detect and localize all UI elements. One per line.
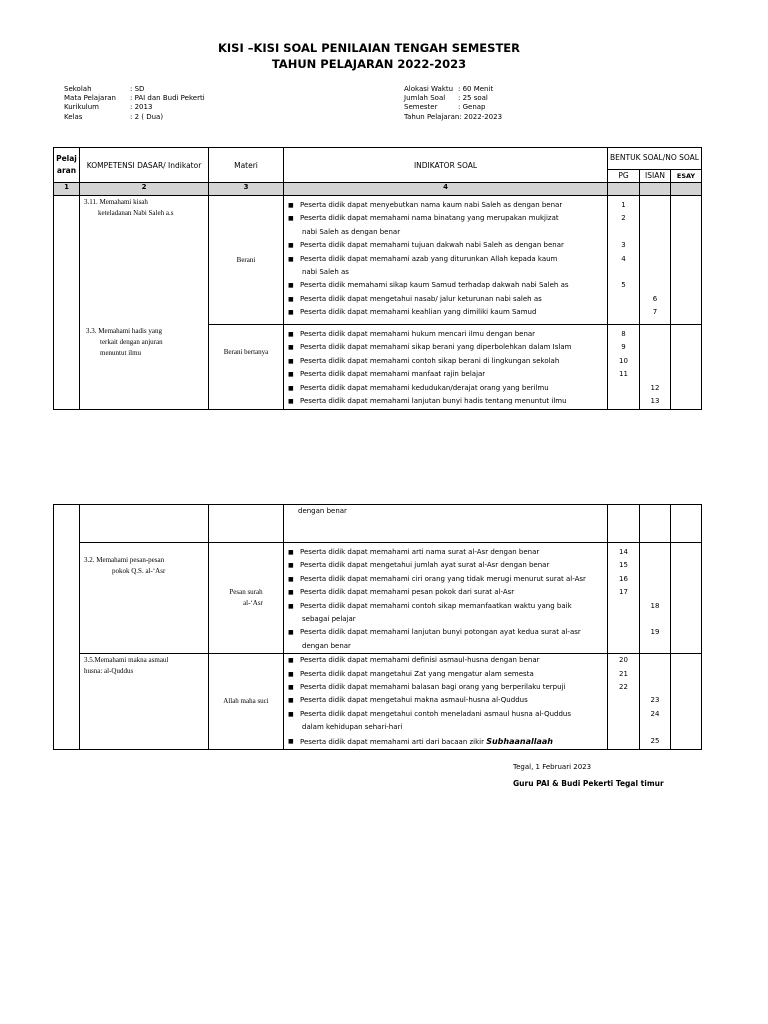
isian-number <box>640 226 670 239</box>
kompetensi-dasar-cell <box>80 196 209 325</box>
indikator-text: dengan benar <box>298 507 347 515</box>
meta-label: Kelas <box>64 112 83 121</box>
pelajaran-cell <box>54 505 80 750</box>
document-title: KISI –KISI SOAL PENILAIAN TENGAH SEMESTER <box>217 41 521 55</box>
header-pg: PG <box>608 169 640 182</box>
kompetensi-dasar-cell <box>80 654 209 750</box>
pg-cell <box>608 325 640 410</box>
isian-cell <box>640 505 671 543</box>
list-item: ■ Peserta didik memahami sikap kaum Samud terhadap dakwah nabi Saleh as <box>288 281 569 290</box>
isian-number <box>640 239 670 252</box>
esay-cell <box>671 654 702 750</box>
isian-number <box>640 586 670 599</box>
meta-label: Jumlah Soal <box>404 94 446 103</box>
header-bentuk-soal: BENTUK SOAL/NO SOAL <box>608 148 702 170</box>
esay-cell <box>671 196 702 325</box>
isian-number <box>640 199 670 212</box>
isian-cell <box>640 543 671 654</box>
indikator-text: Peserta didik memahami sikap kaum Samud terhadap dakwah nabi Saleh as <box>300 281 569 290</box>
isian-cell <box>640 654 671 750</box>
indikator-text: Peserta didik dapat memahami tujuan dakwah nabi Saleh as dengan benar <box>300 241 564 250</box>
indikator-cell <box>284 325 608 410</box>
meta-row <box>64 103 205 112</box>
indikator-cell <box>284 654 608 750</box>
indikator-cell <box>284 543 608 654</box>
meta-right <box>404 85 502 122</box>
isian-number: 19 <box>650 628 660 637</box>
kd-text: 3.11. Memahami kisah <box>84 198 148 206</box>
indikator-text: Peserta didik dapat memahami balasan bagi orang yang berperilaku terpuji <box>300 683 566 692</box>
table-row <box>54 505 702 543</box>
kisi-table-page1 <box>53 147 702 410</box>
kompetensi-dasar-cell <box>80 543 209 654</box>
pg-number: 15 <box>619 561 628 570</box>
indikator-list <box>284 543 607 653</box>
isian-number <box>640 212 670 225</box>
meta-value: : 25 soal <box>458 94 488 103</box>
header-row <box>54 148 702 170</box>
kd-text: keteladanan Nabi Saleh a.s <box>98 209 174 217</box>
list-item <box>288 226 605 239</box>
pg-number <box>608 640 639 653</box>
isian-number <box>640 546 670 559</box>
header-isian: ISIAN <box>640 169 671 182</box>
meta-label: Sekolah <box>64 85 92 93</box>
pg-number: 16 <box>619 574 628 583</box>
list-item: ■ Peserta didik dapat memahami tujuan dakwah nabi Saleh as dengan benar <box>288 241 564 250</box>
pg-number: 22 <box>619 683 628 692</box>
list-item <box>288 613 605 626</box>
pg-number <box>608 293 639 306</box>
table-row <box>54 543 702 654</box>
isian-number <box>640 328 670 341</box>
list-item: ■ Peserta didik dapat memahami contoh sikap berani di lingkungan sekolah <box>288 356 560 365</box>
list-item: ■ Peserta didik dapat mengetahui makna asmaul-husna al-Quddus <box>288 696 528 705</box>
list-item: ■ Peserta didik dapat mengetahui nasab/ jalur keturunan nabi saleh as <box>288 294 542 303</box>
list-item <box>288 721 605 734</box>
list-item: ■ Peserta didik dapat memahami manfaat rajin belajar <box>288 370 486 379</box>
meta-label: Kurikulum <box>64 103 99 112</box>
isian-cell <box>640 325 671 410</box>
list-item: ■ Peserta didik dapat mengetahui contoh meneladani asmaul husna al-Quddus <box>288 709 572 718</box>
col-number-4: 4 <box>284 183 608 196</box>
indikator-text: Peserta didik dapat memahami nama binatang yang merupakan mukjizat <box>300 214 559 223</box>
isian-number <box>640 681 670 694</box>
list-item: ■ Peserta didik dapat memahami ciri orang yang tidak merugi menurut surat al-Asr <box>288 574 586 583</box>
kd-text: menuntut ilmu <box>100 348 142 357</box>
materi-cell <box>209 505 284 543</box>
isian-number <box>640 654 670 667</box>
meta-label: Mata Pelajaran <box>64 94 116 103</box>
pg-number <box>608 626 639 639</box>
meta-row <box>64 94 205 103</box>
pg-number: 2 <box>621 214 626 223</box>
indikator-cell <box>284 505 608 543</box>
indikator-text: Peserta didik dapat memahami contoh sikap memanfaatkan waktu yang baik <box>300 601 572 610</box>
signature-date: Tegal, 1 Februari 2023 <box>513 763 592 771</box>
indikator-text: Peserta didik dapat memahami lanjutan bunyi potongan ayat kedua surat al-asr <box>300 628 581 637</box>
meta-value: : Genap <box>458 103 486 112</box>
meta-row <box>404 94 502 103</box>
indikator-text: Peserta didik dapat memahami lanjutan bunyi hadis tentang menuntut ilmu <box>300 397 567 406</box>
col-number-empty <box>671 183 702 196</box>
pg-number: 20 <box>619 656 628 665</box>
pg-number: 21 <box>619 669 628 678</box>
pg-number <box>608 613 639 626</box>
materi-cell <box>209 543 284 654</box>
indikator-text: Peserta didik dapat memahami sikap berani yang diperbolehkan dalam Islam <box>300 343 572 352</box>
list-item <box>288 640 605 653</box>
indikator-list <box>284 654 607 749</box>
meta-row <box>404 113 502 122</box>
list-item: ■ Peserta didik dapat memahami arti dari bacaan zikir Subhaanallaah <box>288 736 553 746</box>
indikator-text: sebagai pelajar <box>302 615 356 624</box>
list-item: ■ Peserta didik dapat memahami lanjutan bunyi potongan ayat kedua surat al-asr <box>288 628 581 637</box>
kd-text: pokok Q.S. al-‘Asr <box>112 567 166 575</box>
col-number-empty <box>608 183 640 196</box>
esay-cell <box>671 505 702 543</box>
isian-number: 7 <box>652 308 658 317</box>
isian-number: 13 <box>650 396 660 405</box>
isian-number: 23 <box>650 696 660 705</box>
materi-cell: Berani <box>209 196 284 325</box>
list-item: ■ Peserta didik dapat memahami azab yang diturunkan Allah kepada kaum <box>288 254 558 263</box>
isian-number: 25 <box>650 736 660 745</box>
kisi-table-page2 <box>53 504 702 750</box>
indikator-text: Peserta didik dapat mengetahui makna asmaul-husna al-Quddus <box>300 696 528 705</box>
isian-number <box>640 721 670 734</box>
table-row <box>54 196 702 325</box>
indikator-text: Peserta didik dapat memahami azab yang diturunkan Allah kepada kaum <box>300 254 558 263</box>
materi-text: al-‘Asr <box>243 599 263 608</box>
pg-number <box>608 708 639 721</box>
pg-number <box>608 600 639 613</box>
indikator-text: dalam kehidupan sehari-hari <box>302 723 403 732</box>
meta-label: Alokasi Waktu <box>404 85 454 93</box>
indikator-text: Peserta didik dapat memahami manfaat rajin belajar <box>300 370 486 379</box>
pg-number <box>608 735 639 748</box>
table-row <box>54 325 702 410</box>
pg-cell <box>608 543 640 654</box>
column-number-row <box>54 183 702 196</box>
list-item: ■ Peserta didik dapat memahami hukum mencari ilmu dengan benar <box>288 330 536 338</box>
isian-number: 24 <box>650 709 660 718</box>
pg-cell <box>608 654 640 750</box>
isian-number <box>640 559 670 572</box>
list-item: ■ Peserta didik dapat mengetahui jumlah ayat surat al-Asr dengan benar <box>288 561 550 570</box>
pg-number: 10 <box>619 356 628 365</box>
document-subtitle: TAHUN PELAJARAN 2022-2023 <box>271 57 467 71</box>
pg-number: 1 <box>621 201 626 209</box>
esay-cell <box>671 543 702 654</box>
header-esay: ESAY <box>671 169 702 182</box>
list-item: ■ Peserta didik dapat mangetahui Zat yang mengatur alam semesta <box>288 669 534 678</box>
meta-value: : 2022-2023 <box>459 112 503 121</box>
isian-number <box>640 668 670 681</box>
pg-number <box>608 382 639 395</box>
pg-number <box>608 694 639 707</box>
isian-number <box>640 266 670 279</box>
list-item: ■ Peserta didik dapat menyebutkan nama kaum nabi Saleh as dengan benar <box>288 201 563 209</box>
meta-value: : 2013 <box>130 103 153 112</box>
indikator-cell <box>284 196 608 325</box>
list-item: ■ Peserta didik dapat memahami kedudukan/derajat orang yang berilmu <box>288 383 549 392</box>
header-kompetensi-dasar: KOMPETENSI DASAR/ Indikator <box>80 148 209 183</box>
indikator-text: Peserta didik dapat memahami contoh sikap berani di lingkungan sekolah <box>300 356 560 365</box>
meta-row <box>404 103 502 112</box>
list-item: ■ Peserta didik dapat memahami arti nama surat al-Asr dengan benar <box>288 548 540 556</box>
indikator-text: Peserta didik dapat memahami arti nama surat al-Asr dengan benar <box>300 548 540 556</box>
list-item: ■ Peserta didik dapat memahami sikap berani yang diperbolehkan dalam Islam <box>288 343 572 352</box>
pg-number: 17 <box>619 588 628 597</box>
meta-row <box>404 85 502 94</box>
isian-number <box>640 368 670 381</box>
meta-row <box>64 85 205 94</box>
pg-cell <box>608 196 640 325</box>
materi-cell: Berani bertanya <box>209 325 284 410</box>
indikator-text: nabi Saleh as <box>302 268 349 277</box>
col-number-3: 3 <box>209 183 284 196</box>
isian-number <box>640 613 670 626</box>
zikir-text: Subhaanallaah <box>486 736 553 746</box>
pg-number <box>608 395 639 408</box>
meta-value: : PAI dan Budi Pekerti <box>130 94 205 103</box>
list-item <box>288 266 605 279</box>
pg-cell <box>608 505 640 543</box>
isian-number <box>640 341 670 354</box>
indikator-text: Peserta didik dapat menyebutkan nama kaum nabi Saleh as dengan benar <box>300 201 563 209</box>
indikator-text: Peserta didik dapat memahami hukum mencari ilmu dengan benar <box>300 330 536 338</box>
meta-value: : 2 ( Dua) <box>130 112 164 121</box>
kompetensi-dasar-cell <box>80 505 209 543</box>
indikator-list <box>284 196 607 320</box>
indikator-text: Peserta didik dapat memahami arti dari bacaan zikir <box>300 737 487 746</box>
list-item: ■ Peserta didik dapat memahami pesan pokok dari surat al-Asr <box>288 588 515 597</box>
indikator-text: dengan benar <box>302 641 351 650</box>
indikator-text: Peserta didik dapat memahami ciri orang yang tidak merugi menurut surat al-Asr <box>300 574 586 583</box>
list-item: ■ Peserta didik dapat memahami nama binatang yang merupakan mukjizat <box>288 214 559 223</box>
list-item: ■ Peserta didik dapat memahami definisi asmaul-husna dengan benar <box>288 656 540 665</box>
signature-role: Guru PAI & Budi Pekerti Tegal timur <box>513 779 664 788</box>
kd-text: terkait dengan anjuran <box>100 337 163 346</box>
isian-number <box>640 640 670 653</box>
pg-number: 9 <box>621 343 626 352</box>
list-item: ■ Peserta didik dapat memahami keahlian yang dimiliki kaum Samud <box>288 308 537 317</box>
isian-number <box>640 279 670 292</box>
pg-number: 4 <box>621 254 626 263</box>
isian-number: 12 <box>650 383 660 392</box>
header-pelajaran: Pelaj aran <box>54 148 80 183</box>
list-item: ■ Peserta didik dapat memahami lanjutan bunyi hadis tentang menuntut ilmu <box>288 397 567 406</box>
kd-text: husna: al-Quddus <box>84 667 134 676</box>
isian-number <box>640 573 670 586</box>
pg-number: 3 <box>621 241 626 250</box>
pg-number <box>608 226 639 239</box>
table-row <box>54 654 702 750</box>
meta-value: : SD <box>130 85 145 93</box>
indikator-text: Peserta didik dapat memahami keahlian yang dimiliki kaum Samud <box>300 308 537 317</box>
isian-number: 18 <box>650 601 660 610</box>
pg-number: 14 <box>619 548 628 556</box>
indikator-list <box>284 325 607 408</box>
indikator-text: Peserta didik dapat mengetahui nasab/ jalur keturunan nabi saleh as <box>300 294 542 303</box>
materi-cell: Allah maha suci <box>209 654 284 750</box>
isian-cell <box>640 196 671 325</box>
meta-label: Tahun Pelajaran <box>404 112 460 121</box>
kd-text: 3.3. Memahami hadis yang <box>86 326 163 335</box>
indikator-text: Peserta didik dapat mangetahui Zat yang mengatur alam semesta <box>300 669 534 678</box>
meta-value: : 60 Menit <box>458 85 494 93</box>
meta-row <box>64 113 205 122</box>
header-indikator-soal: INDIKATOR SOAL <box>284 148 608 183</box>
kompetensi-dasar-cell <box>80 325 209 410</box>
meta-left <box>64 85 205 122</box>
col-number-empty <box>640 183 671 196</box>
kd-text: 3.2. Memahami pesan-pesan <box>84 556 165 564</box>
header-materi: Materi <box>209 148 284 183</box>
col-number-1: 1 <box>54 183 80 196</box>
meta-label: Semester <box>404 103 438 112</box>
isian-number <box>640 355 670 368</box>
col-number-2: 2 <box>80 183 209 196</box>
indikator-text: nabi Saleh as dengan benar <box>302 227 401 236</box>
materi-text: Pesan surah <box>229 588 263 597</box>
indikator-text: Peserta didik dapat memahami definisi asmaul-husna dengan benar <box>300 656 540 665</box>
pg-number: 8 <box>621 330 626 338</box>
isian-number <box>640 253 670 266</box>
kd-text: 3.5.Memahami makna asmaul <box>84 656 169 665</box>
list-item: ■ Peserta didik dapat memahami contoh sikap memanfaatkan waktu yang baik <box>288 601 572 610</box>
pg-number <box>608 266 639 279</box>
esay-cell <box>671 325 702 410</box>
pg-number <box>608 721 639 734</box>
indikator-text: Peserta didik dapat mengetahui contoh meneladani asmaul husna al-Quddus <box>300 709 572 718</box>
isian-number: 6 <box>652 294 658 303</box>
pelajaran-cell <box>54 196 80 410</box>
indikator-text: Peserta didik dapat memahami pesan pokok dari surat al-Asr <box>300 588 515 597</box>
pg-number: 5 <box>621 281 626 290</box>
pg-number: 11 <box>619 370 628 379</box>
list-item: ■ Peserta didik dapat memahami balasan bagi orang yang berperilaku terpuji <box>288 683 566 692</box>
indikator-text: Peserta didik dapat memahami kedudukan/derajat orang yang berilmu <box>300 383 549 392</box>
indikator-text: Peserta didik dapat mengetahui jumlah ayat surat al-Asr dengan benar <box>300 561 550 570</box>
pg-number <box>608 306 639 319</box>
